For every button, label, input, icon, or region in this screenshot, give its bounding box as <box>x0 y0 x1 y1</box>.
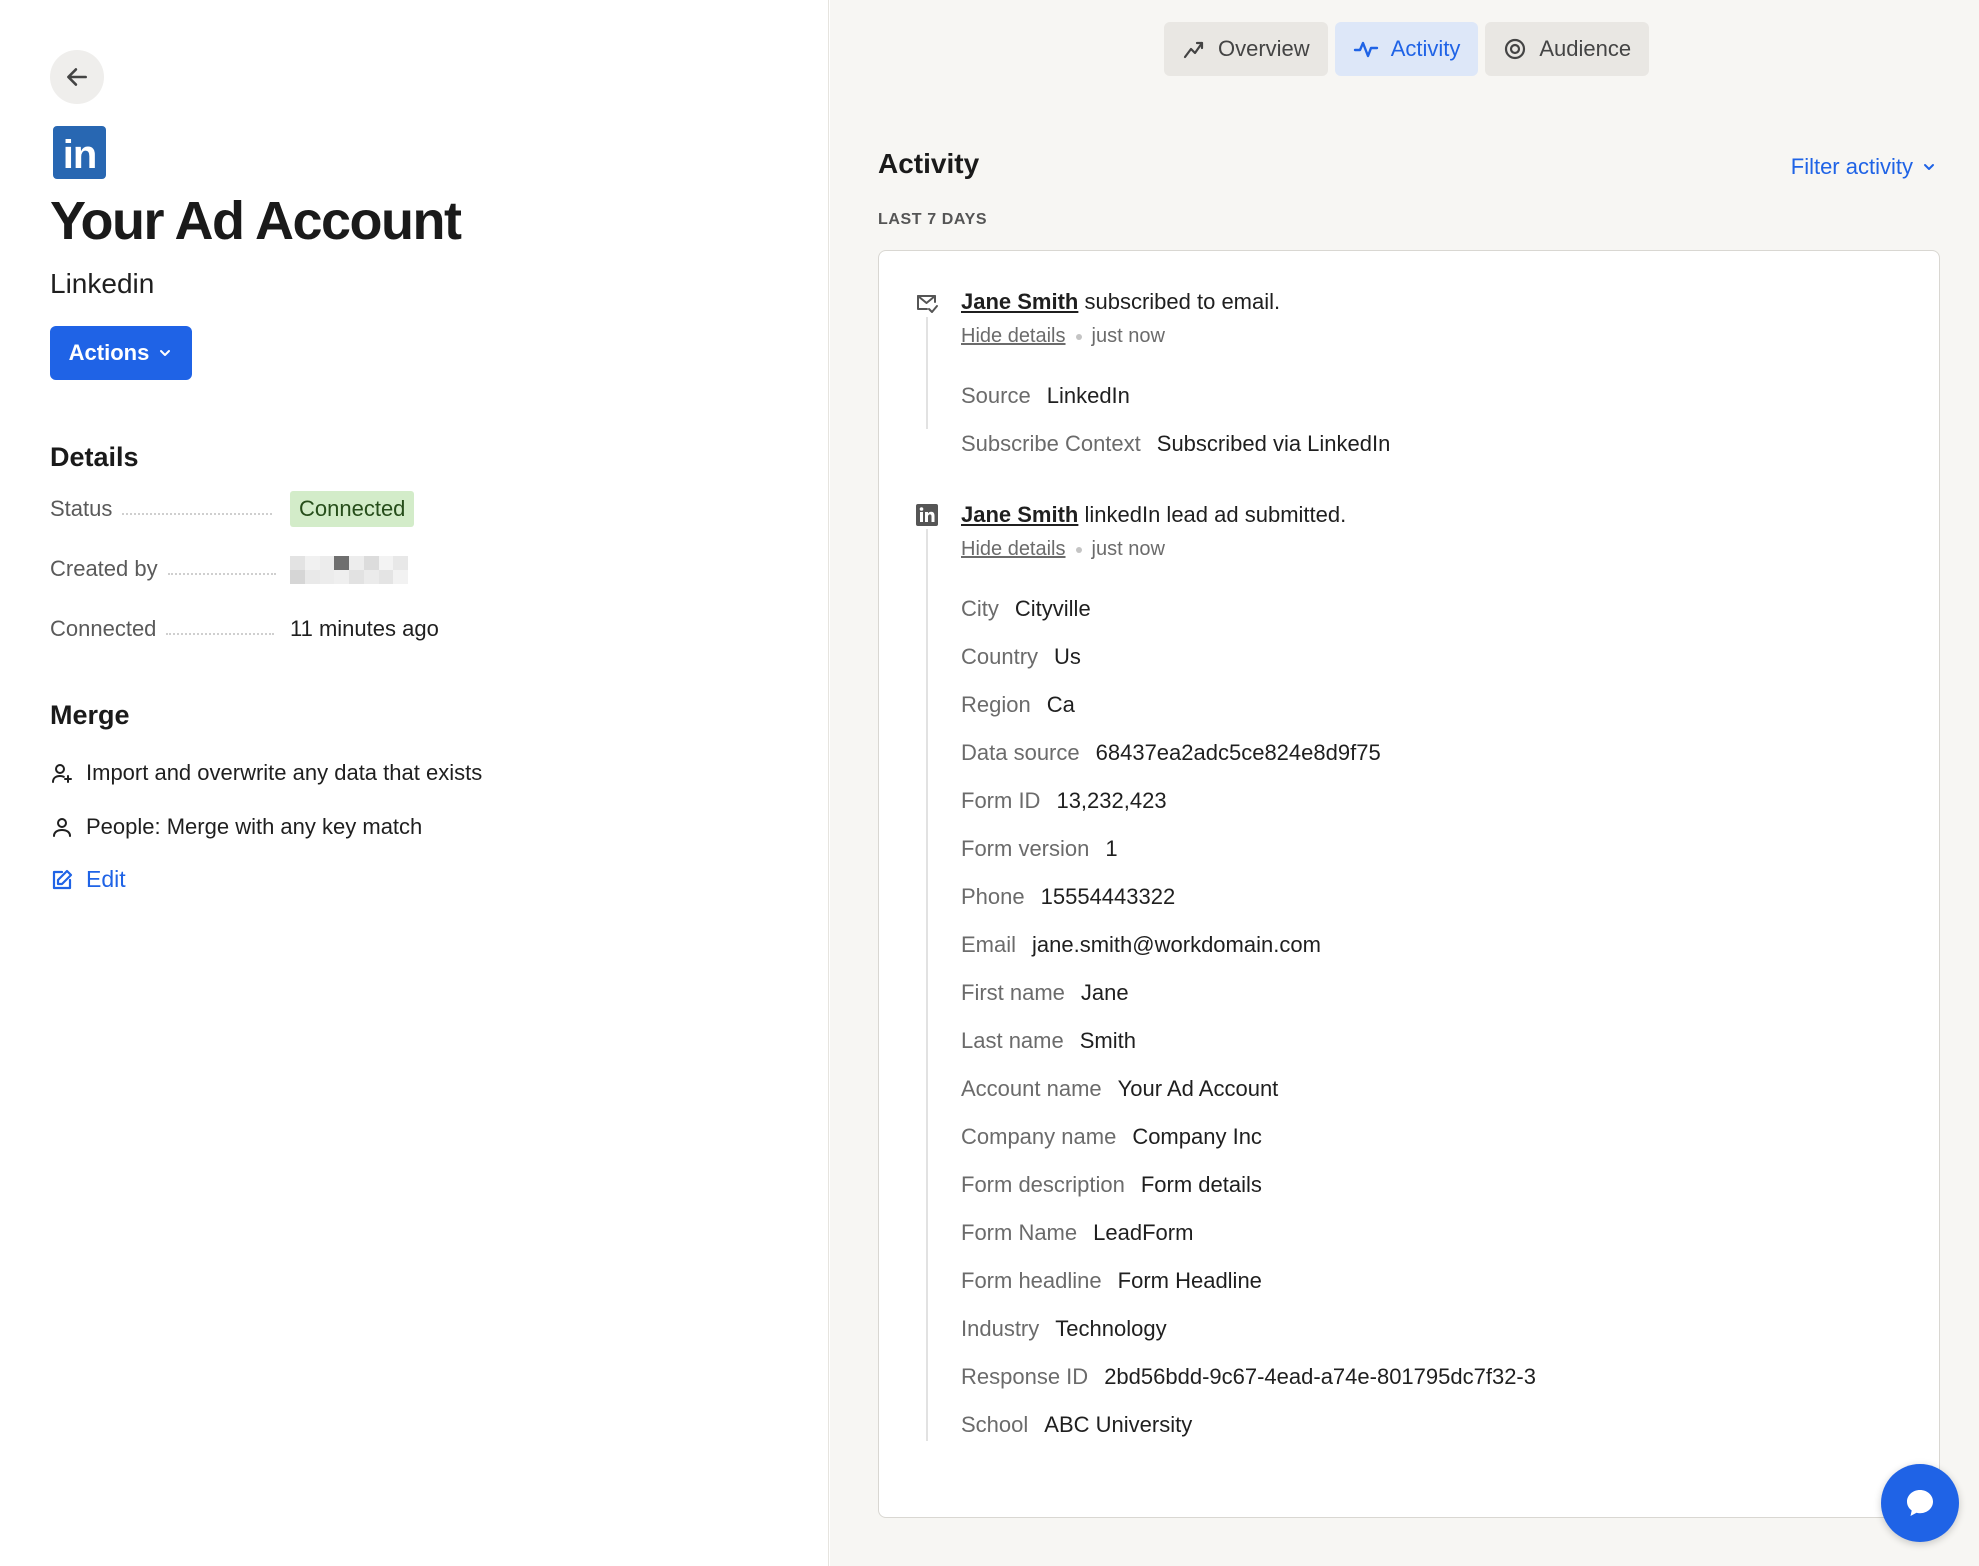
merge-item-people <box>50 814 422 840</box>
date-range-label: LAST 7 DAYS <box>878 211 988 228</box>
tab-audience[interactable] <box>1485 22 1649 76</box>
event-headline <box>961 502 1346 528</box>
tab-activity[interactable] <box>1335 22 1479 76</box>
event-field <box>961 740 1381 766</box>
field-key: Industry <box>961 1316 1040 1341</box>
field-value: Form details <box>1140 1172 1262 1197</box>
redacted-avatar <box>290 556 408 584</box>
target-icon <box>1503 37 1527 61</box>
field-key: Form version <box>961 836 1090 861</box>
back-button[interactable] <box>50 50 104 104</box>
page-subtitle: Linkedin <box>50 268 155 299</box>
field-key: Last name <box>961 1028 1064 1053</box>
event-field <box>961 1172 1262 1198</box>
field-key: Company name <box>961 1124 1117 1149</box>
event-person-link[interactable]: Jane Smith <box>961 502 1079 527</box>
event-field <box>961 1268 1262 1294</box>
field-key: Form Name <box>961 1220 1078 1245</box>
field-value: Jane <box>1080 980 1129 1005</box>
edit-merge-link[interactable] <box>50 866 126 893</box>
detail-dots <box>166 633 274 635</box>
merge-item-label: People: Merge with any key match <box>86 814 423 839</box>
detail-created-by <box>50 549 450 589</box>
field-value: LinkedIn <box>1046 383 1130 408</box>
detail-status <box>50 489 450 529</box>
field-key: Phone <box>961 884 1025 909</box>
field-key: Subscribe Context <box>961 431 1141 456</box>
field-key: Response ID <box>961 1364 1089 1389</box>
field-value: Smith <box>1079 1028 1136 1053</box>
event-field <box>961 1124 1262 1150</box>
event-field <box>961 1220 1193 1246</box>
field-key: Form description <box>961 1172 1125 1197</box>
field-value: Ca <box>1046 692 1075 717</box>
field-value: Technology <box>1055 1316 1167 1341</box>
detail-created-by-label: Created by <box>50 556 158 581</box>
arrow-left-icon <box>64 64 90 90</box>
chat-button[interactable] <box>1881 1464 1959 1542</box>
event-field <box>961 788 1167 814</box>
user-icon <box>50 815 74 839</box>
view-tabs <box>1164 22 1649 76</box>
user-plus-icon <box>50 761 74 785</box>
detail-dots <box>168 573 276 575</box>
edit-icon <box>50 868 74 892</box>
event-time: just now <box>1091 538 1165 560</box>
event-meta <box>961 325 1165 348</box>
detail-connected-label: Connected <box>50 616 157 641</box>
field-key: Form headline <box>961 1268 1102 1293</box>
detail-connected <box>50 609 450 649</box>
field-value: 1 <box>1105 836 1118 861</box>
field-value: 13,232,423 <box>1056 788 1167 813</box>
edit-label: Edit <box>86 866 126 892</box>
field-key: Form ID <box>961 788 1041 813</box>
tab-overview[interactable] <box>1164 22 1328 76</box>
field-key: City <box>961 596 999 621</box>
trend-icon <box>1182 37 1206 61</box>
event-field <box>961 596 1091 622</box>
event-field <box>961 980 1129 1006</box>
timeline-line <box>926 529 928 1441</box>
linkedin-logo-text: in <box>62 132 97 177</box>
event-action: subscribed to email. <box>1078 289 1281 314</box>
chat-bubble-icon <box>1903 1486 1937 1520</box>
chevron-down-icon <box>1921 159 1937 175</box>
linkedin-small-icon <box>915 503 939 527</box>
event-person-link[interactable]: Jane Smith <box>961 289 1079 314</box>
actions-button[interactable] <box>50 326 192 380</box>
field-key: Account name <box>961 1076 1102 1101</box>
page-title: Your Ad Account <box>50 191 461 251</box>
hide-details-link[interactable]: Hide details <box>961 325 1066 347</box>
field-key: Source <box>961 383 1031 408</box>
event-field <box>961 884 1175 910</box>
tab-label: Overview <box>1218 36 1310 61</box>
activity-panel <box>830 0 1979 1566</box>
details-heading: Details <box>50 442 139 472</box>
event-field <box>961 1028 1136 1054</box>
chevron-down-icon <box>157 345 173 361</box>
event-field <box>961 644 1081 670</box>
event-field <box>961 1316 1167 1342</box>
field-value: Subscribed via LinkedIn <box>1156 431 1391 456</box>
field-key: Country <box>961 644 1039 669</box>
detail-status-label: Status <box>50 496 113 521</box>
detail-dots <box>122 513 272 515</box>
hide-details-link[interactable]: Hide details <box>961 538 1066 560</box>
field-key: Region <box>961 692 1031 717</box>
email-subscribe-icon <box>915 291 939 315</box>
merge-item-import <box>50 760 482 786</box>
merge-item-label: Import and overwrite any data that exists <box>86 760 483 785</box>
field-value: Company Inc <box>1132 1124 1262 1149</box>
field-value: LeadForm <box>1093 1220 1194 1245</box>
timeline-line <box>926 317 928 429</box>
status-badge: Connected <box>290 491 414 527</box>
field-value: Your Ad Account <box>1117 1076 1279 1101</box>
filter-label: Filter activity <box>1790 154 1913 179</box>
event-field <box>961 1412 1192 1438</box>
event-field <box>961 932 1321 958</box>
merge-heading: Merge <box>50 700 130 730</box>
field-value: Us <box>1054 644 1081 669</box>
separator-dot <box>1076 334 1082 340</box>
linkedin-logo-icon <box>53 126 106 179</box>
event-field <box>961 1076 1278 1102</box>
event-action: linkedIn lead ad submitted. <box>1078 502 1347 527</box>
pulse-icon <box>1353 37 1379 61</box>
activity-feed <box>878 250 1940 1518</box>
field-key: Data source <box>961 740 1080 765</box>
field-value: Form Headline <box>1117 1268 1262 1293</box>
event-field <box>961 383 1130 409</box>
field-value: jane.smith@workdomain.com <box>1032 932 1321 957</box>
separator-dot <box>1076 547 1082 553</box>
event-field <box>961 431 1390 457</box>
filter-activity-dropdown[interactable] <box>1791 154 1937 180</box>
field-value: Cityville <box>1014 596 1091 621</box>
event-meta <box>961 538 1165 561</box>
tab-label: Activity <box>1390 36 1461 61</box>
field-value: 2bd56bdd-9c67-4ead-a74e-801795dc7f32-3 <box>1104 1364 1536 1389</box>
field-value: 68437ea2adc5ce824e8d9f75 <box>1095 740 1381 765</box>
field-key: First name <box>961 980 1065 1005</box>
field-value: 15554443322 <box>1040 884 1176 909</box>
event-field <box>961 1364 1536 1390</box>
event-field <box>961 836 1118 862</box>
actions-label: Actions <box>68 340 150 365</box>
event-field <box>961 692 1075 718</box>
detail-connected-value: 11 minutes ago <box>290 616 439 641</box>
field-key: Email <box>961 932 1017 957</box>
field-value: ABC University <box>1044 1412 1193 1437</box>
event-headline <box>961 289 1280 315</box>
field-key: School <box>961 1412 1029 1437</box>
account-panel <box>0 0 829 1566</box>
event-time: just now <box>1091 325 1165 347</box>
tab-label: Audience <box>1539 36 1632 61</box>
activity-title: Activity <box>878 148 980 179</box>
